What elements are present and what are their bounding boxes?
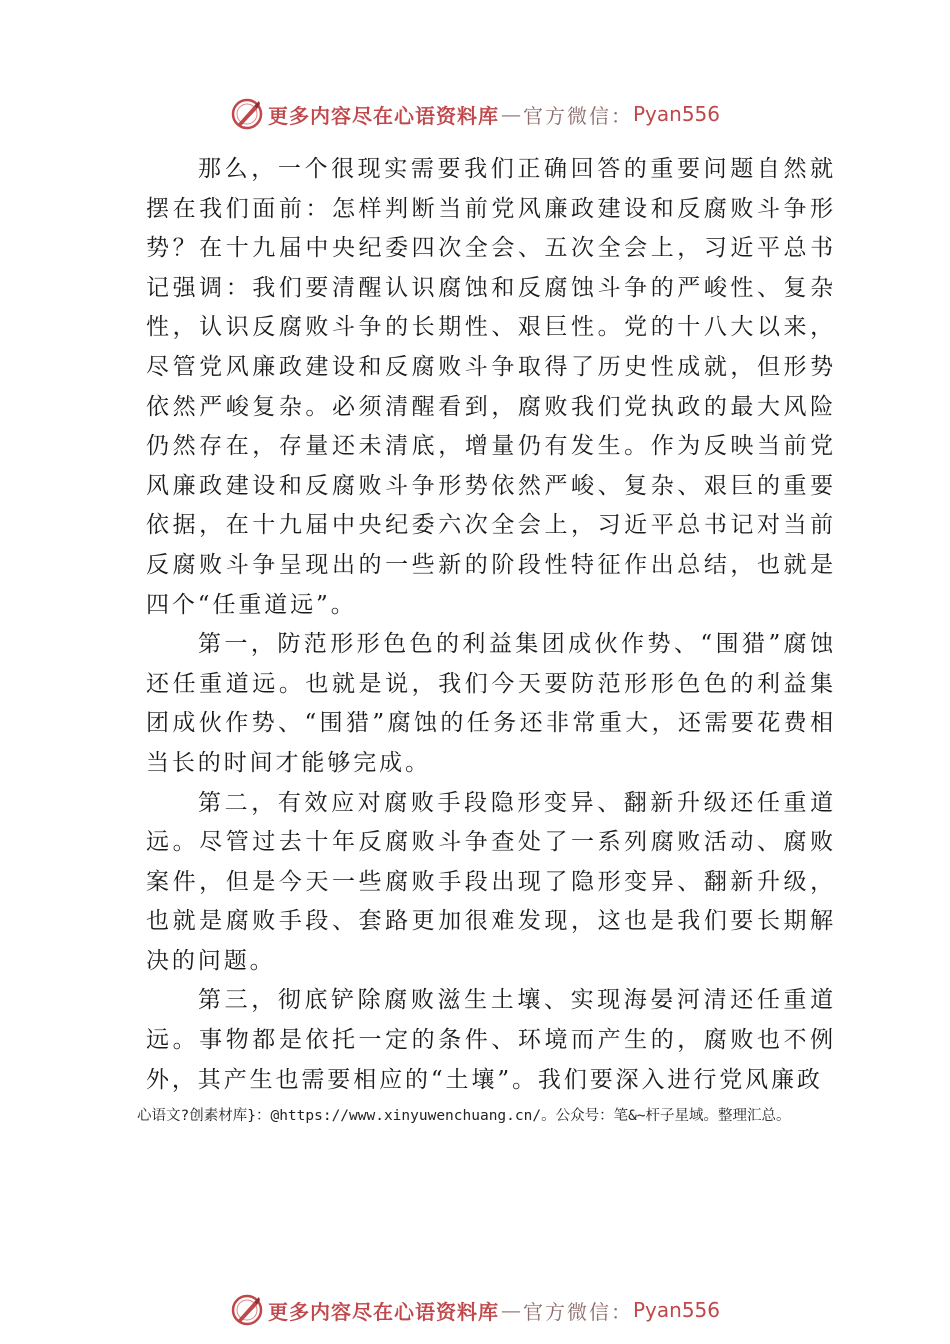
- banner-wechat-handle: Pyan556: [632, 1298, 720, 1322]
- footer-source-note: 心语文?创素材库}：@https://www.xinyuwenchuang.cn/。公众号：笔&~杆子星域。整理汇总。: [137, 1108, 791, 1124]
- banner-wechat-label: 官方微信：: [522, 103, 633, 128]
- banner-wechat-handle: Pyan556: [632, 102, 720, 126]
- banner-brand-text: 更多内容尽在心语资料库: [267, 103, 499, 128]
- footer-banner: [0, 1290, 950, 1330]
- banner-dash: —: [500, 102, 521, 126]
- header-banner: [0, 94, 950, 134]
- banner-dash: —: [500, 1298, 521, 1322]
- paragraph-intro: 那么，一个很现实需要我们正确回答的重要问题自然就摆在我们面前：怎样判断当前党风廉政建设和反腐败斗争形势？在十九届中央纪委四次全会、五次全会上，习近平总书记强调：我们要清醒认识腐蚀和反腐蚀斗争的严峻性、复杂性，认识反腐败斗争的长期性、艰巨性。党的十八大以来， 尽管党风廉政建设和反腐败斗争取得了历史性成就，但形势依然严峻复杂。必须清醒看到，腐败我们党执政的最大风险仍然存在，存量还未清底，增量仍有发生。作为反映当前党风廉政建设和反腐败斗争形势依然严峻、复杂、艰巨的重要依据，在十九届中央纪委六次全会上，习近平总书记对当前反腐败斗争呈现出的一些新的阶段性特征作出总结，也就是四个“任重道远”。: [146, 156, 836, 618]
- paragraph-second: 第二，有效应对腐败手段隐形变异、翻新升级还任重道远。尽管过去十年反腐败斗争查处了一系列腐败活动、腐败案件，但是今天一些腐败手段出现了隐形变异、翻新升级， 也就是腐败手段、套路更加很难发现，这也是我们要长期解决的问题。: [146, 789, 836, 974]
- quill-pen-logo-icon: [230, 97, 264, 131]
- banner-wechat-label: 官方微信：: [522, 1299, 633, 1324]
- document-body: [146, 150, 836, 1100]
- quill-pen-logo-icon: [230, 1293, 264, 1327]
- paragraph-first: 第一，防范形形色色的利益集团成伙作势、“围猎”腐蚀还任重道远。也就是说，我们今天要防范形形色色的利益集团成伙作势、“围猎”腐蚀的任务还非常重大，还需要花费相当长的时间才能够完成。: [146, 631, 836, 776]
- banner-brand-text: 更多内容尽在心语资料库: [267, 1299, 499, 1324]
- paragraph-third: 第三，彻底铲除腐败滋生土壤、实现海晏河清还任重道远。事物都是依托一定的条件、环境而产生的，腐败也不例外，其产生也需要相应的“土壤”。我们要深入进行党风廉政: [146, 987, 836, 1093]
